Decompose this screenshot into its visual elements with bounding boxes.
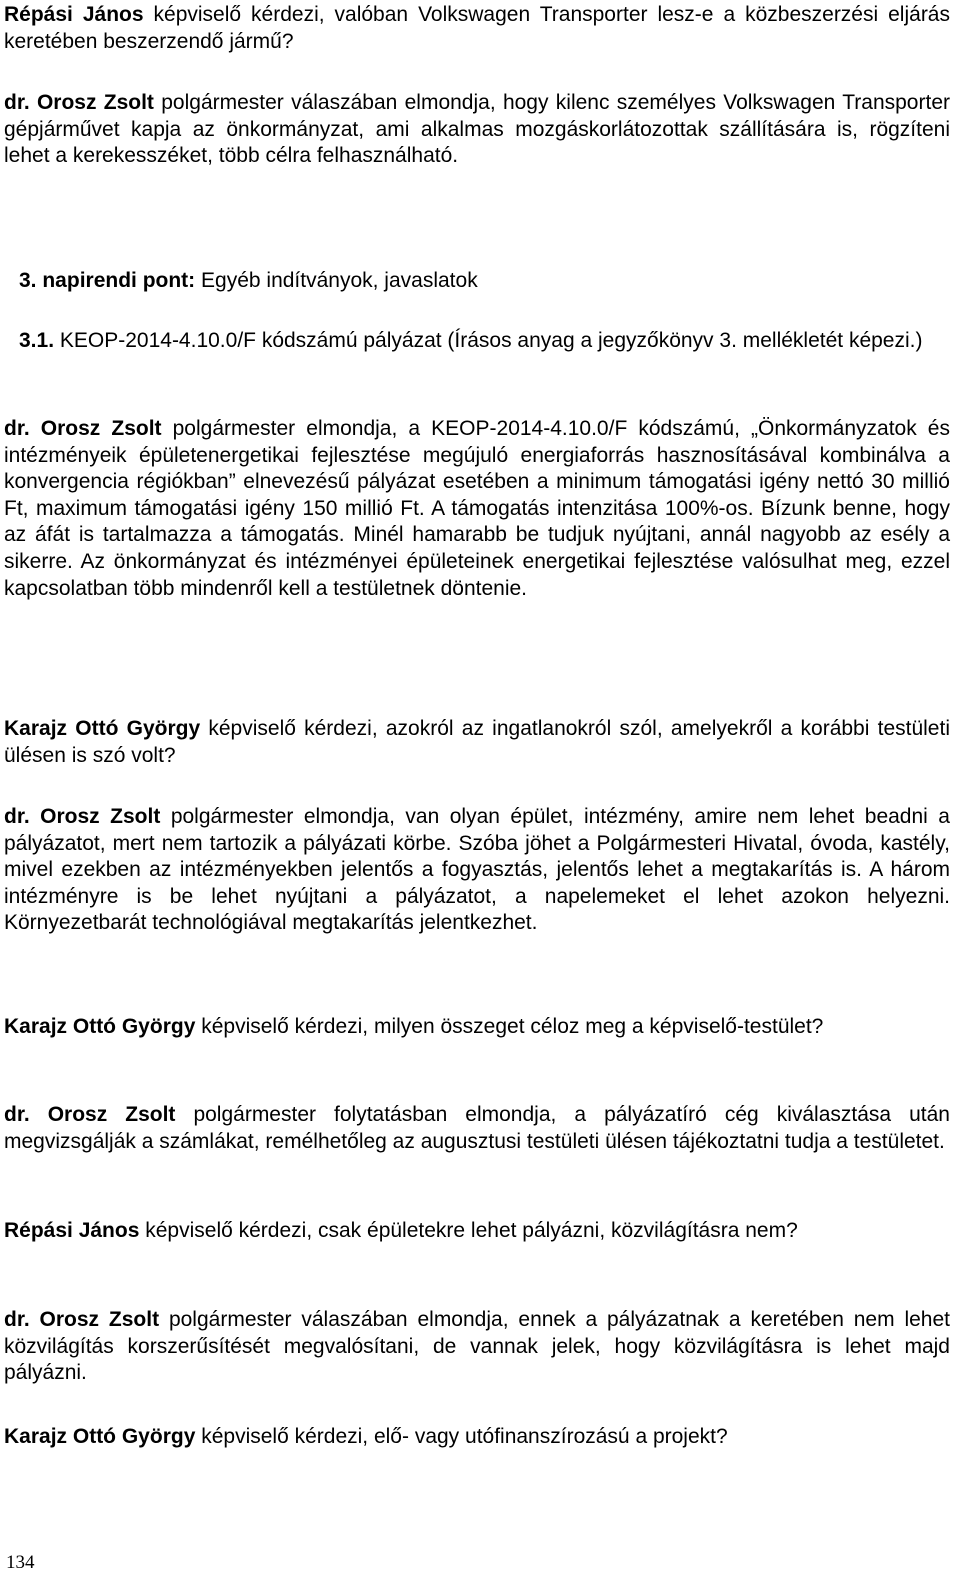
paragraph-text: polgármester elmondja, a KEOP-2014-4.10.0/F kódszámú, „Önkormányzatok és intézményeik épületenergetikai fejlesztése megújuló energiaforrás hasznosításával kombinálva a konvergencia régiókban” elnevezésű pályázat esetében a minimum támogatási igény nettó 30 millió Ft, maximum támogatási igény 150 millió Ft. A támogatás intenzitása 100%-os. Bízunk benne, hogy az áfát is tartalmazza a támogatás. Minél hamarabb be tudjuk nyújtani, annál nagyobb az esély a sikerre. Az önkormányzat és intézményei épületeinek energetikai fejlesztése valósulhat meg, ezzel kapcsolatban több mindenről kell a testületnek döntenie. [4,417,950,600]
paragraph-repasi-question-2 [4,1218,950,1245]
paragraph-text: polgármester válaszában elmondja, hogy kilenc személyes Volkswagen Transporter gépjárművet kapja az önkormányzat, ami alkalmas mozgáskorlátozottak szállítására is, rögzíteni lehet a kerekesszéket, több célra felhasználható. [4,91,950,168]
agenda-item-heading [19,268,950,295]
agenda-sub-number: 3.1. [19,329,55,352]
paragraph-text: képviselő kérdezi, valóban Volkswagen Transporter lesz-e a közbeszerzési eljárás keretében beszerzendő jármű? [4,3,950,53]
paragraph-text: képviselő kérdezi, azokról az ingatlanokról szól, amelyekről a korábbi testületi ülésen is szó volt? [4,717,950,767]
page-number: 134 [6,1552,35,1573]
agenda-subitem [19,328,950,355]
speaker-name: dr. Orosz Zsolt [4,805,161,828]
paragraph-orosz-keop [4,416,950,602]
paragraph-orosz-answer-4 [4,1307,950,1387]
speaker-name: Karajz Ottó György [4,1425,196,1448]
speaker-name: dr. Orosz Zsolt [4,417,162,440]
speaker-name: Karajz Ottó György [4,717,201,740]
agenda-number: 3. [19,269,37,292]
paragraph-text: polgármester válaszában elmondja, ennek a pályázatnak a keretében nem lehet közvilágítás korszerűsítését megvalósítani, de vannak jelek, hogy közvilágításra is lehet majd pályázni. [4,1308,950,1385]
paragraph-text: képviselő kérdezi, csak épületekre lehet pályázni, közvilágításra nem? [145,1219,798,1242]
paragraph-text: polgármester folytatásban elmondja, a pályázatíró cég kiválasztása után megvizsgálják a számlákat, remélhetőleg az augusztusi testületi ülésen tájékoztatni tudja a testületet. [4,1103,950,1153]
speaker-name: dr. Orosz Zsolt [4,1308,160,1331]
paragraph-karajz-question-1 [4,716,950,769]
paragraph-text: képviselő kérdezi, elő- vagy utófinanszírozású a projekt? [201,1425,728,1448]
agenda-title: Egyéb indítványok, javaslatok [201,269,478,292]
paragraph-orosz-answer-3 [4,1102,950,1155]
paragraph-karajz-question-2 [4,1014,950,1041]
paragraph-orosz-answer-1 [4,90,950,170]
paragraph-orosz-answer-2 [4,804,950,937]
speaker-name: Répási János [4,3,144,26]
paragraph-karajz-question-3 [4,1424,950,1451]
paragraph-text: polgármester elmondja, van olyan épület, intézmény, amire nem lehet beadni a pályázatot, mert nem tartozik a pályázati körbe. Szóba jöhet a Polgármesteri Hivatal, óvoda, kastély, mivel ezekben az intézményekben jelentős a fogyasztás, jelentős lehet a megtakarítás is. A három intézményre is be lehet nyújtani a pályázatot, a napelemeket el lehet azokon helyezni. Környezetbarát technológiával megtakarítás jelentkezhet. [4,805,950,935]
speaker-name: Karajz Ottó György [4,1015,196,1038]
agenda-sub-text: KEOP-2014-4.10.0/F kódszámú pályázat (Írásos anyag a jegyzőkönyv 3. mellékletét képezi.) [59,329,923,352]
speaker-name: dr. Orosz Zsolt [4,1103,176,1126]
paragraph-text: képviselő kérdezi, milyen összeget céloz meg a képviselő-testület? [201,1015,824,1038]
speaker-name: Répási János [4,1219,140,1242]
agenda-label: napirendi pont: [42,269,196,292]
speaker-name: dr. Orosz Zsolt [4,91,154,114]
paragraph-repasi-question-1 [4,2,950,55]
